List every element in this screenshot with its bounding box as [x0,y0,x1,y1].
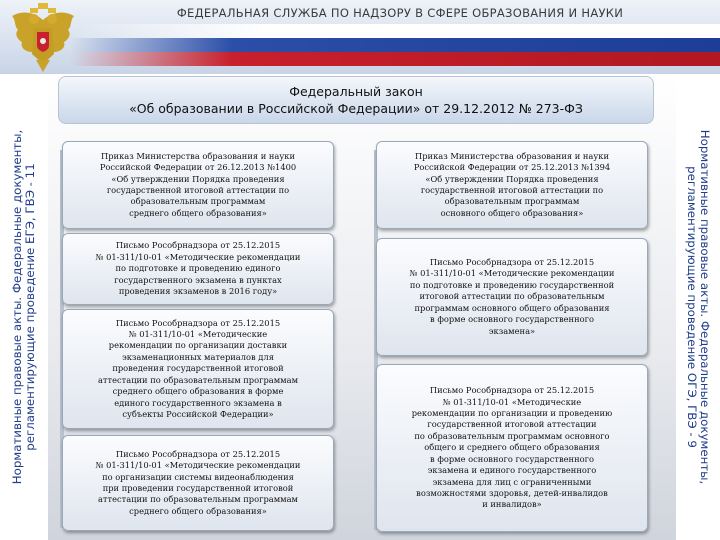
side-label-left [2,76,46,538]
document-text: Письмо Рособрнадзора от 25.12.2015 № 01-311/10-01 «Методические рекомендации по организации доставки экзаменационных материалов для проведения государственной итоговой аттестации по образовательным программам среднего общего образования в форме единого государственного экзамена в субъекты Российской Федерации» [97,317,299,419]
document-text: Письмо Рособрнадзора от 25.12.2015 № 01-311/10-01 «Методические рекомендации по подготовке и проведению государственной итоговой аттестации по образовательным программам основного общего образования в форме основного государственного экзамена» [409,257,615,336]
main-title-line2: «Об образовании в Российской Федерации» от 29.12.2012 № 273-ФЗ [129,101,583,116]
document-text: Письмо Рособрнадзора от 25.12.2015 № 01-311/10-01 «Методические рекомендации по подготовке и проведению единого государственного экзамена в пунктах проведения экзаменов в 2016 году» [95,240,301,297]
document-card-left-3[interactable] [62,309,334,429]
flag-blue-stripe [70,38,720,52]
side-label-right [676,76,720,538]
header-banner [0,0,720,74]
side-label-right-text: Нормативные правовые акты. Федеральные документы, регламентирующие проведение ОГЭ, ГВЭ - 9 [685,129,712,485]
flag-red-stripe [70,52,720,66]
header-title: ФЕДЕРАЛЬНАЯ СЛУЖБА ПО НАДЗОРУ В СФЕРЕ ОБРАЗОВАНИЯ И НАУКИ [176,6,624,20]
main-title-box [58,76,654,124]
russian-coat-of-arms-icon [4,2,82,74]
document-card-left-1[interactable] [62,141,334,229]
side-label-left-text: Нормативные правовые акты. Федеральные документы, регламентирующие проведение ЕГЭ, ГВЭ - 11 [10,129,37,485]
flag-white-stripe [70,24,720,38]
document-card-right-3[interactable] [376,364,648,532]
document-card-left-4[interactable] [62,435,334,531]
document-text: Письмо Рособрнадзора от 25.12.2015 № 01-311/10-01 «Методические рекомендации по организации системы видеонаблюдения при проведении государственной итоговой аттестации по образовательным программам среднего общего образования» [95,448,301,516]
document-text: Приказ Министерства образования и науки Российской Федерации от 26.12.2013 №1400 «Об утверждении Порядка проведения государственной итоговой аттестации по образовательным программам среднего общего образования» [99,150,297,218]
document-card-right-1[interactable] [376,141,648,229]
document-text: Приказ Министерства образования и науки Российской Федерации от 25.12.2013 №1394 «Об утверждении Порядка проведения государственной итоговой аттестации по образовательным программам основного общего образования» [413,150,611,218]
document-text: Письмо Рособрнадзора от 25.12.2015 № 01-311/10-01 «Методические рекомендации по организации и проведению государственной итоговой аттестации по образовательным программам основного общего и среднего общего образования в форме основного государственного экзамена и единого государственного экзамена для лиц с ограниченными возможностями здоровья, детей-инвалидов и инвалидов» [411,385,613,510]
main-title-line1: Федеральный закон [289,84,423,99]
document-card-right-2[interactable] [376,238,648,356]
document-card-left-2[interactable] [62,233,334,305]
